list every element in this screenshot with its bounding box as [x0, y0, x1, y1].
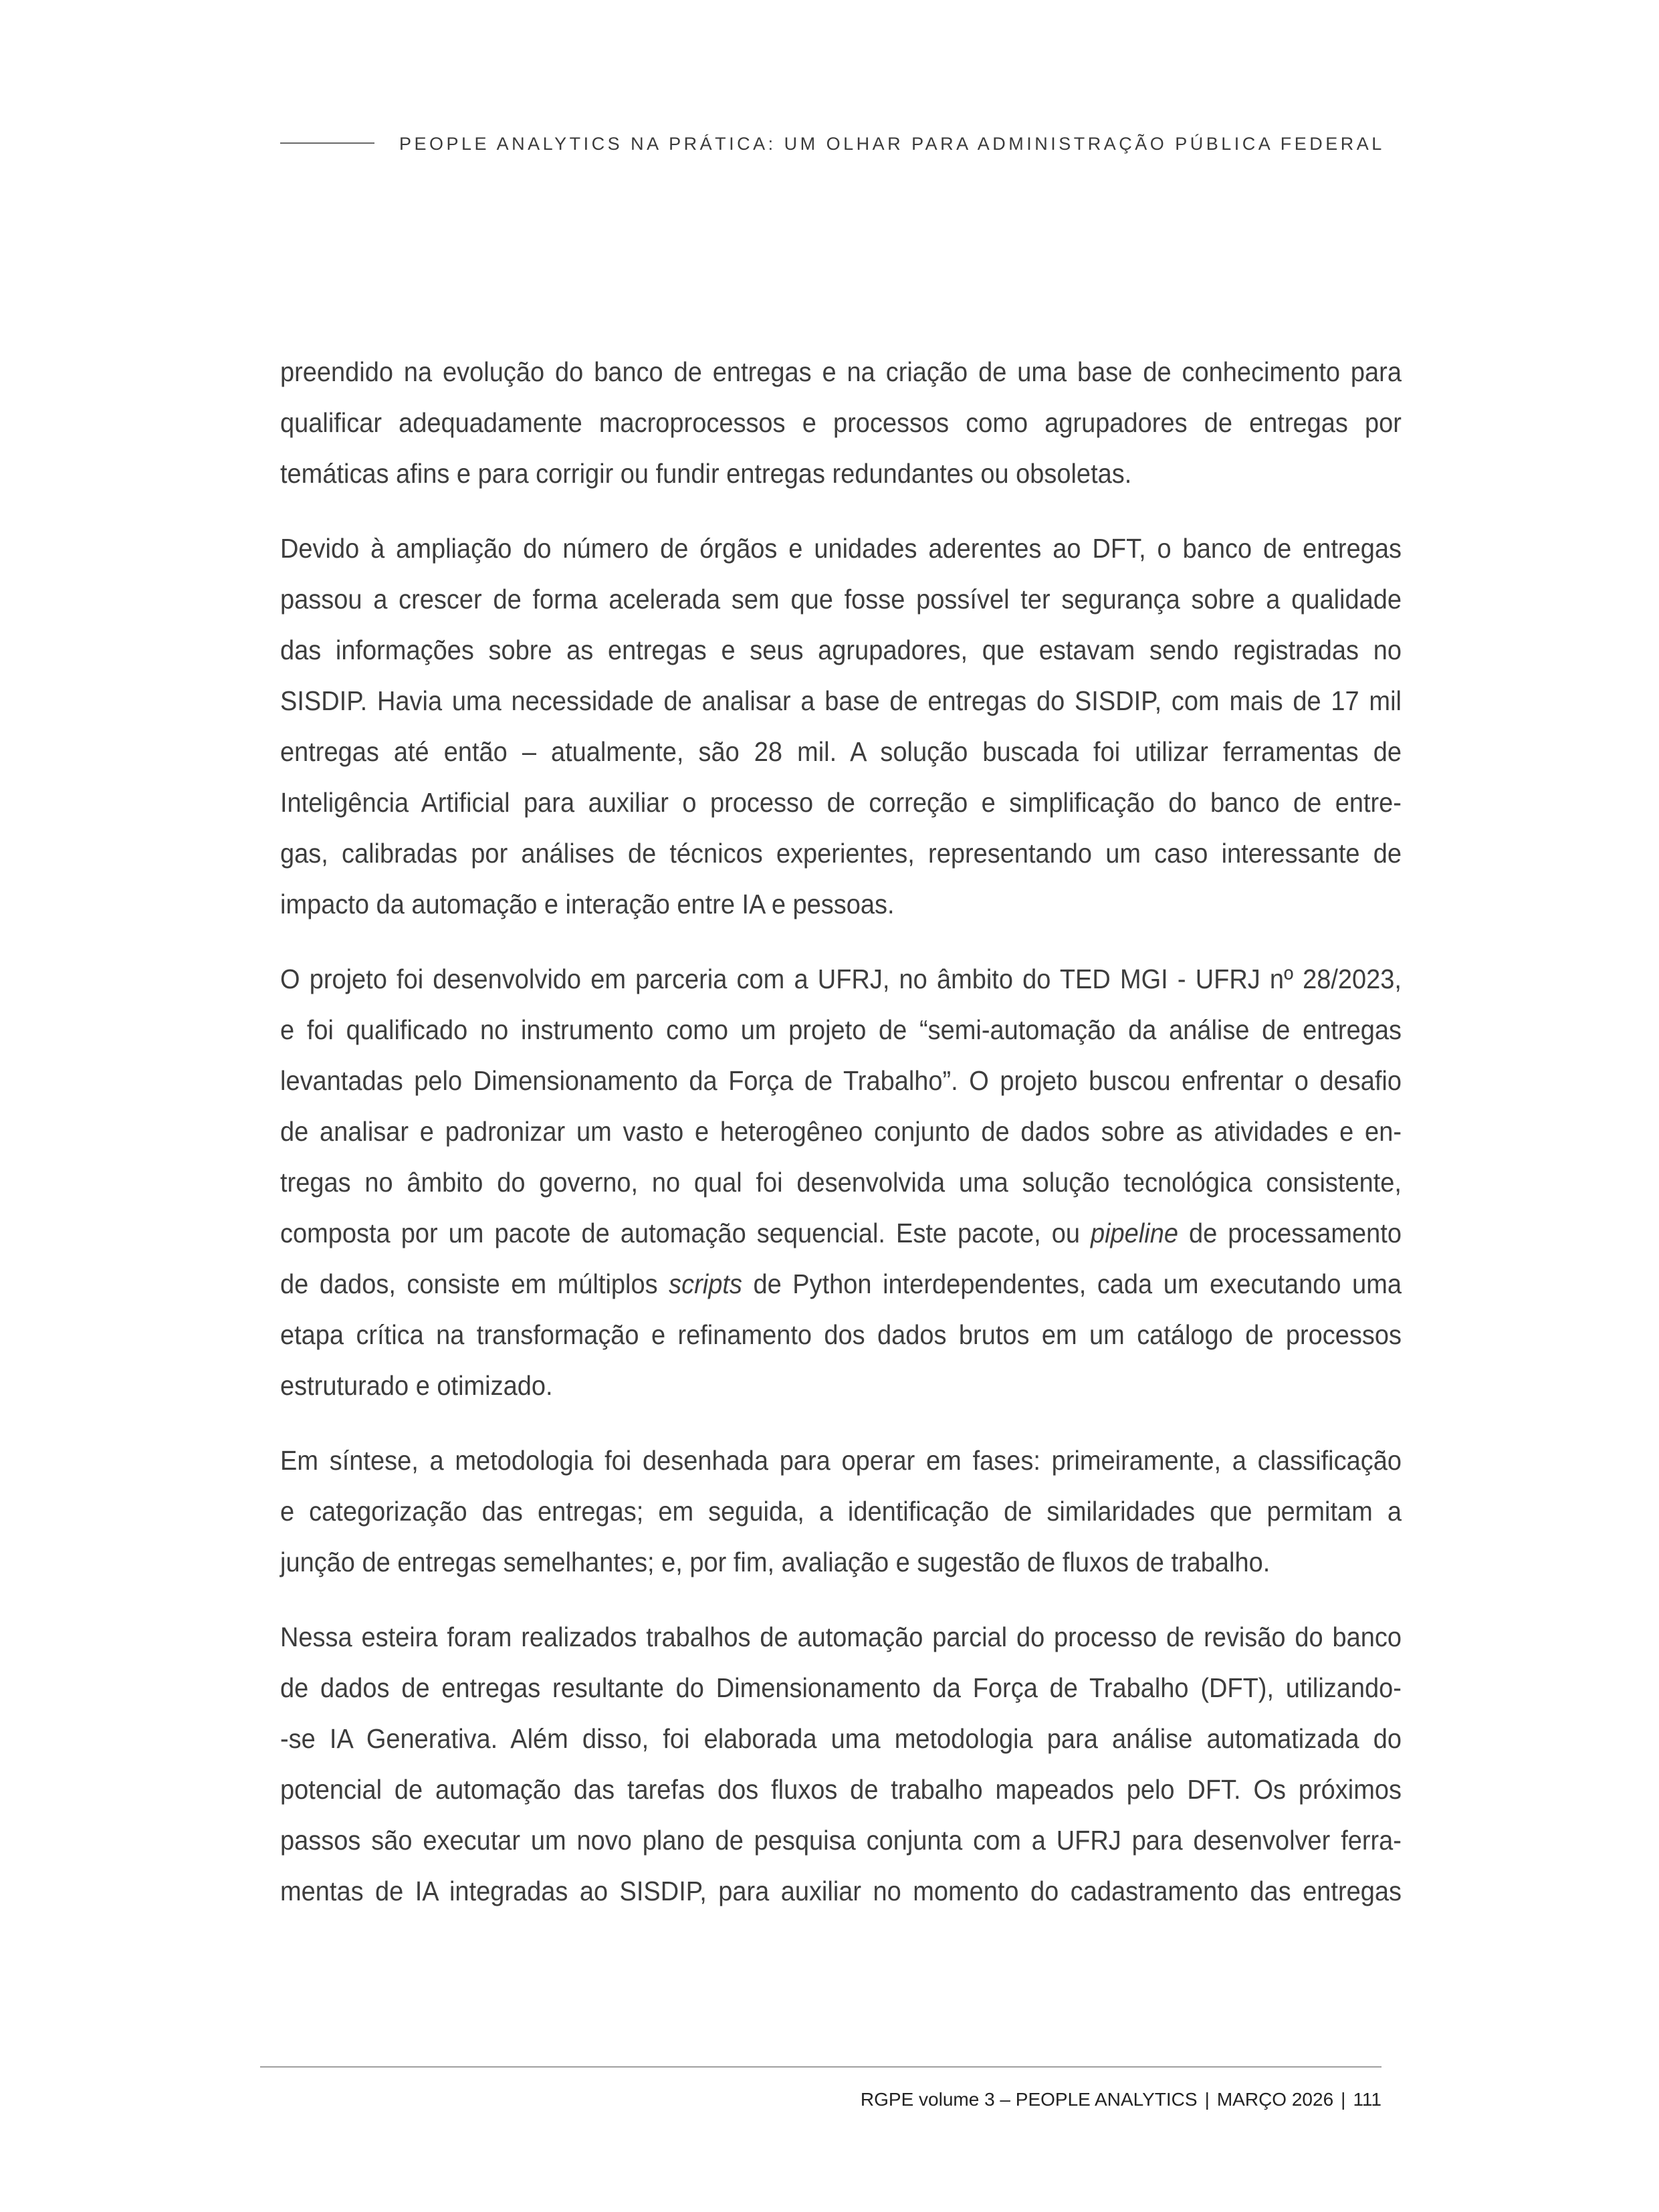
text-line: SISDIP. Havia uma necessidade de analisar a base de entregas do SISDIP, com mais de 17 mil: [280, 685, 1402, 716]
italic-term: pipeline: [1090, 1218, 1178, 1248]
text-line: qualificar adequadamente macroprocessos e processos como agrupadores de entregas por: [280, 407, 1402, 438]
text-line: impacto da automação e interação entre IA e pessoas.: [280, 889, 895, 919]
header-rule: [280, 142, 374, 144]
text-line: preendido na evolução do banco de entregas e na criação de uma base de conhecimento para: [280, 356, 1402, 387]
footer-rule: [260, 2066, 1381, 2068]
text-line: gas, calibradas por análises de técnicos experientes, representando um caso interessante de: [280, 838, 1402, 869]
footer-separator: |: [1341, 2089, 1346, 2110]
paragraph: [280, 523, 1402, 929]
text-line: das informações sobre as entregas e seus agrupadores, que estavam sendo registradas no: [280, 635, 1402, 665]
text-line: estruturado e otimizado.: [280, 1370, 553, 1401]
text-line: mentas de IA integradas ao SISDIP, para auxiliar no momento do cadastramento das entregas: [280, 1876, 1402, 1906]
text-line: temáticas afins e para corrigir ou fundir entregas redundantes ou obsoletas.: [280, 458, 1132, 489]
text-line: entregas até então – atualmente, são 28 mil. A solução buscada foi utilizar ferramentas de: [280, 736, 1402, 767]
page-footer: [861, 2086, 1381, 2113]
paragraph: [280, 954, 1402, 1411]
text-line: [280, 1208, 1402, 1258]
text-segment: composta por um pacote de automação sequencial. Este pacote, ou: [280, 1218, 1091, 1248]
footer-separator: |: [1204, 2089, 1210, 2110]
text-line: junção de entregas semelhantes; e, por fim, avaliação e sugestão de fluxos de trabalho.: [280, 1547, 1270, 1577]
text-line: passou a crescer de forma acelerada sem que fosse possível ter segurança sobre a qualidade: [280, 584, 1402, 615]
body-text: [280, 346, 1402, 1941]
text-line: de dados de entregas resultante do Dimensionamento da Força de Trabalho (DFT), utilizando-: [280, 1672, 1402, 1703]
text-line: O projeto foi desenvolvido em parceria com a UFRJ, no âmbito do TED MGI - UFRJ nº 28/2023,: [280, 964, 1402, 994]
text-line: e categorização das entregas; em seguida, a identificação de similaridades que permitam a: [280, 1496, 1402, 1527]
text-line: etapa crítica na transformação e refinamento dos dados brutos em um catálogo de processos: [280, 1319, 1402, 1350]
text-line: passos são executar um novo plano de pesquisa conjunta com a UFRJ para desenvolver ferra-: [280, 1825, 1402, 1856]
journal-name: RGPE volume 3 – PEOPLE ANALYTICS: [860, 2089, 1198, 2110]
paragraph: [280, 1435, 1402, 1587]
text-line: Devido à ampliação do número de órgãos e unidades aderentes ao DFT, o banco de entregas: [280, 533, 1402, 564]
text-line: tregas no âmbito do governo, no qual foi desenvolvida uma solução tecnológica consistente,: [280, 1167, 1402, 1198]
text-segment: de dados, consiste em múltiplos: [280, 1268, 669, 1299]
paragraph: [280, 1612, 1402, 1916]
text-line: de analisar e padronizar um vasto e heterogêneo conjunto de dados sobre as atividades e en-: [280, 1116, 1402, 1147]
paragraph: [280, 346, 1402, 499]
page-number: 111: [1353, 2089, 1381, 2110]
text-line: [280, 1258, 1402, 1309]
text-line: Em síntese, a metodologia foi desenhada para operar em fases: primeiramente, a classificação: [280, 1445, 1402, 1476]
italic-term: scripts: [669, 1268, 742, 1299]
text-line: Nessa esteira foram realizados trabalhos de automação parcial do processo de revisão do banco: [280, 1622, 1402, 1652]
text-line: e foi qualificado no instrumento como um projeto de “semi-automação da análise de entregas: [280, 1014, 1402, 1045]
text-segment: de Python interdependentes, cada um executando uma: [742, 1268, 1402, 1299]
issue-date: MARÇO 2026: [1216, 2089, 1334, 2110]
text-segment: de processamento: [1178, 1218, 1402, 1248]
running-header-title: PEOPLE ANALYTICS NA PRÁTICA: UM OLHAR PARA ADMINISTRAÇÃO PÚBLICA FEDERAL: [399, 134, 1385, 154]
text-line: levantadas pelo Dimensionamento da Força de Trabalho”. O projeto buscou enfrentar o desafio: [280, 1065, 1402, 1096]
text-line: Inteligência Artificial para auxiliar o processo de correção e simplificação do banco de entre-: [280, 787, 1402, 818]
text-line: potencial de automação das tarefas dos fluxos de trabalho mapeados pelo DFT. Os próximos: [280, 1774, 1402, 1805]
text-line: -se IA Generativa. Além disso, foi elaborada uma metodologia para análise automatizada do: [280, 1723, 1402, 1754]
